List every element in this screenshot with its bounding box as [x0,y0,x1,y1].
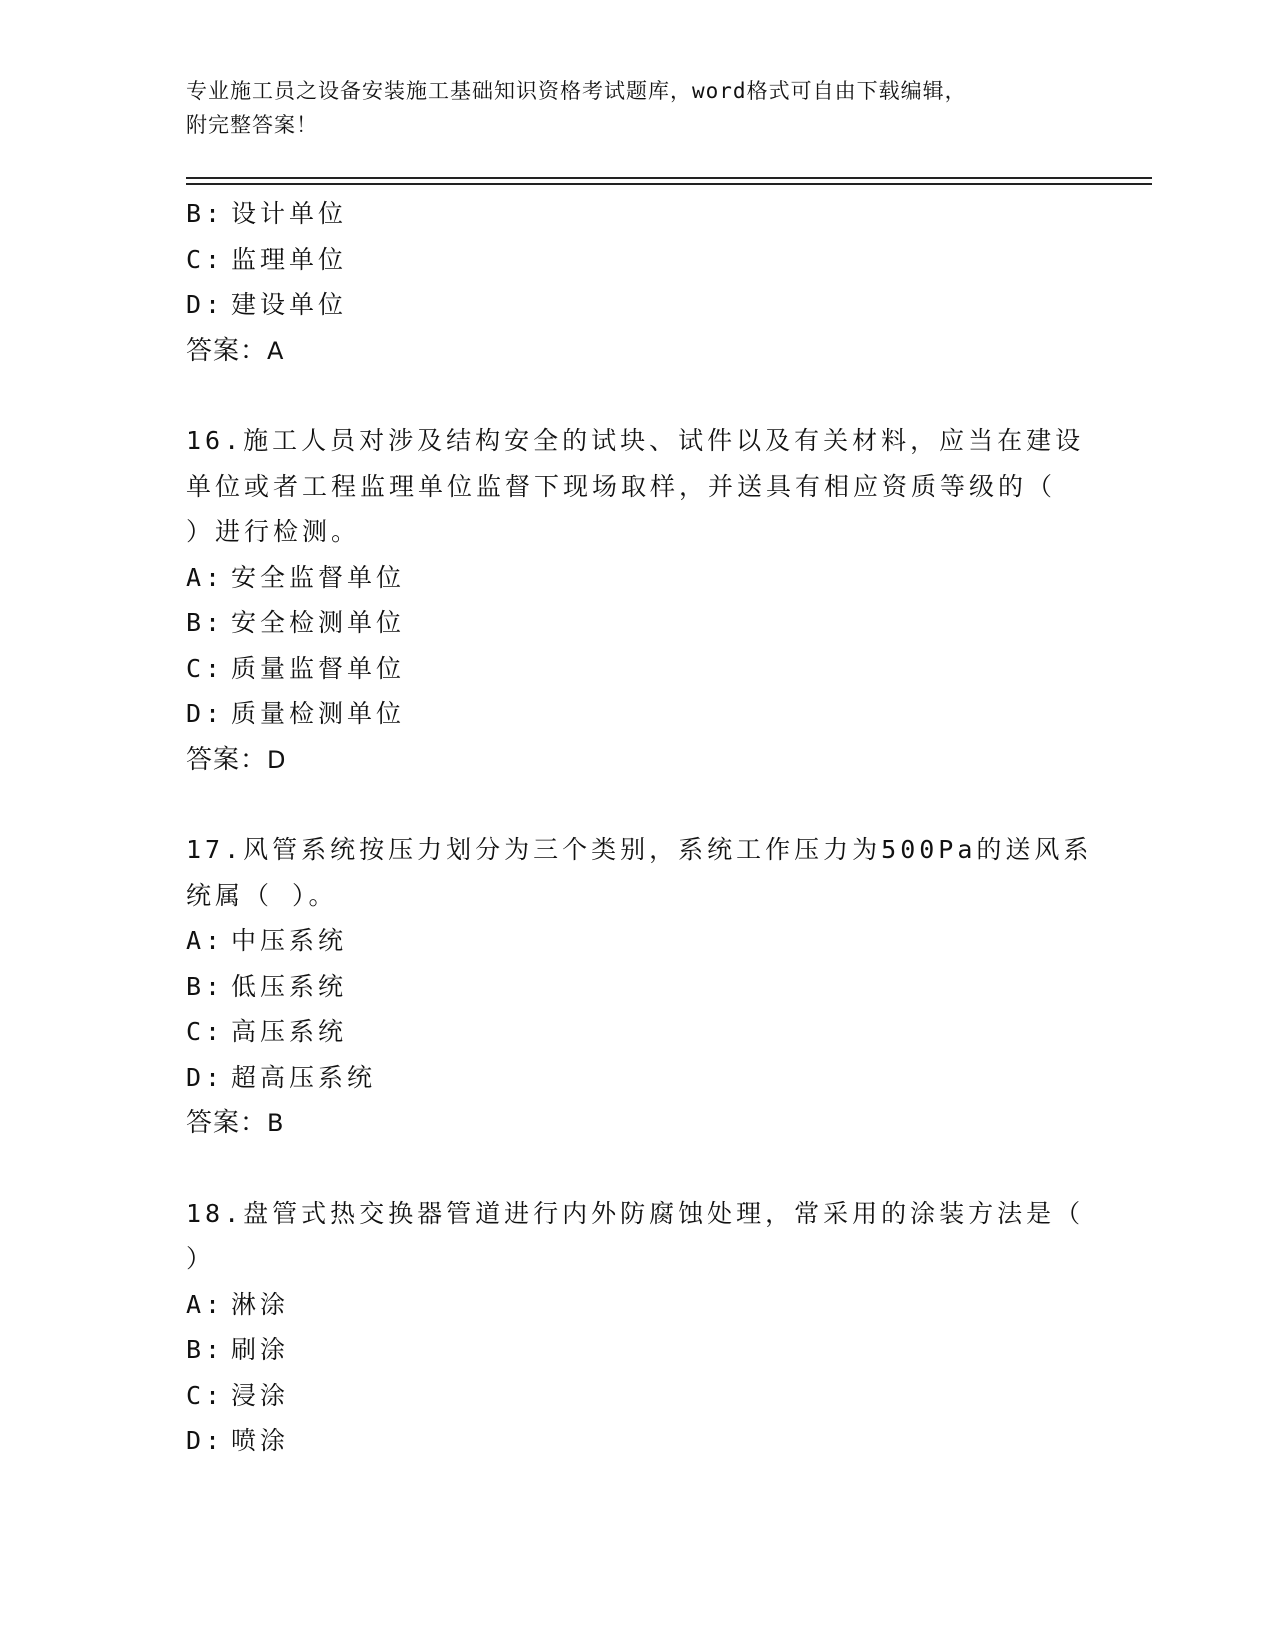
question-16 [186,418,1086,782]
option-text: 安全监督单位 [231,562,406,592]
answer-line [186,1100,1086,1146]
answer-value: B [267,1109,284,1137]
option-b [186,600,1086,646]
option-letter: D: [186,290,225,319]
option-text: 质量监督单位 [231,653,406,683]
question-text-line: ）进行检测。 [186,517,361,546]
option-a [186,555,1086,601]
option-text: 高压系统 [231,1017,348,1046]
option-letter: C: [186,244,225,274]
answer-label: 答案： [186,335,268,366]
option-text: 低压系统 [231,971,348,1001]
option-text: 建设单位 [231,290,348,319]
question-text-line: 17.风管系统按压力划分为三个类别，系统工作压力为500Pa的送风系 [186,835,1093,864]
option-letter: B: [186,1335,225,1364]
option-text: 中压系统 [231,926,348,955]
option-c [186,237,1086,283]
option-d [186,1055,1086,1101]
option-letter: C: [186,1017,225,1046]
document-body [186,191,1093,1464]
question-18 [186,1191,1086,1464]
question-text-line: 18.盘管式热交换器管道进行内外防腐蚀处理，常采用的涂装方法是（ [186,1198,1085,1228]
answer-label: 答案： [186,744,268,775]
option-letter: A: [186,1289,225,1319]
option-text: 浸涂 [231,1380,290,1410]
option-c [186,1009,1086,1055]
question-text-line: 16.施工人员对涉及结构安全的试块、试件以及有关材料，应当在建设 [186,426,1085,455]
option-b [186,1327,1086,1373]
option-c [186,646,1086,692]
option-d [186,282,1086,328]
option-text: 超高压系统 [231,1062,377,1092]
question-text-line: 单位或者工程监理单位监督下现场取样，并送具有相应资质等级的（ [186,471,1057,501]
answer-line [186,737,1086,783]
option-letter: A: [186,562,225,592]
answer-line [186,328,1086,374]
option-letter: C: [186,1380,225,1410]
option-c [186,1373,1086,1419]
question-text-line: ） [186,1244,216,1273]
option-text: 淋涂 [231,1289,290,1319]
question-text [186,418,1086,555]
answer-value: A [267,336,284,365]
option-text: 质量检测单位 [231,699,406,728]
question-15-tail [186,191,1086,373]
document-header [186,74,1066,142]
question-text [186,827,1093,918]
option-letter: C: [186,653,225,683]
option-letter: D: [186,1062,225,1092]
option-letter: B: [186,608,225,637]
header-divider-bottom [186,183,1152,185]
option-a [186,918,1086,964]
header-line-2: 附完整答案！ [186,113,318,137]
option-letter: B: [186,971,225,1001]
option-text: 刷涂 [231,1335,290,1364]
question-17 [186,827,1093,1146]
option-text: 喷涂 [231,1426,290,1455]
option-b [186,191,1086,237]
option-text: 设计单位 [231,199,348,228]
option-letter: B: [186,199,225,228]
question-text-line: 统属（ ）。 [186,880,338,910]
question-text [186,1191,1086,1282]
option-text: 安全检测单位 [231,608,406,637]
option-text: 监理单位 [231,244,348,274]
answer-label: 答案： [186,1108,268,1138]
option-letter: D: [186,1426,225,1455]
option-letter: D: [186,699,225,728]
option-b [186,964,1086,1010]
header-divider-top [186,177,1152,179]
answer-value: D [267,745,286,774]
option-a [186,1282,1086,1328]
option-d [186,691,1086,737]
header-line-1: 专业施工员之设备安装施工基础知识资格考试题库，word格式可自由下载编辑， [186,79,967,103]
option-letter: A: [186,926,225,955]
option-d [186,1418,1086,1464]
